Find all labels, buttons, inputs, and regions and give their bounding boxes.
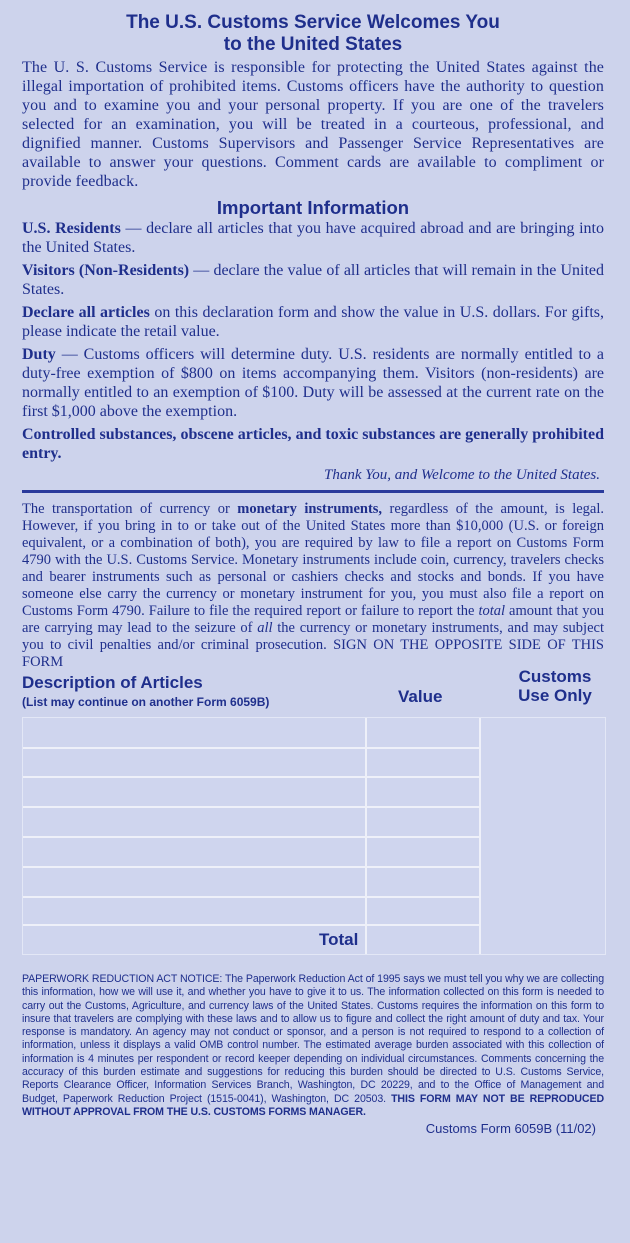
- currency-paragraph: [22, 501, 604, 671]
- currency-text-2: regardless of the amount, is legal. However, if you bring in to or take out of the United States more than $10,000 (U.S. or foreign equivalent, or a combination of both), you are required by law to file a report on Customs Form 4790 with the U.S. Customs Service. Monetary instruments include coin, currency, travelers checks and bearer instruments such as personal or cashiers checks and stocks and bonds. If you have someone else carry the currency or monetary instrument for you, you must also file a report on Customs Form 4790. Failure to file the required report or failure to report the: [22, 501, 604, 619]
- customs-header-line-2: Use Only: [518, 686, 592, 705]
- currency-italic-all: all: [257, 620, 273, 636]
- currency-text-3: amount that you are carrying may lead to the seizure of: [22, 603, 604, 636]
- list-note: (List may continue on another Form 6059B): [22, 695, 270, 709]
- paperwork-notice: [22, 973, 604, 1119]
- thank-you-line: Thank You, and Welcome to the United States.: [324, 467, 600, 483]
- duty-paragraph: [22, 345, 604, 421]
- duty-text: — Customs officers will determine duty. U.S. residents are normally entitled to a duty-free exemption of $800 on items accompanying them. Visitors (non-residents) are normally entitled to an exemption of $100. Duty will be assessed at the current rate on the first $1,000 above the exemption.: [22, 346, 604, 420]
- form-number: Customs Form 6059B (11/02): [425, 1121, 596, 1137]
- declare-paragraph: [22, 303, 604, 341]
- customs-header-line-1: Customs: [518, 667, 592, 686]
- notice-text: PAPERWORK REDUCTION ACT NOTICE: The Paperwork Reduction Act of 1995 says we must tell you why we are collecting this information, how we will use it, and whether you have to give it to us. The information collected on this form is needed to carry out the Customs, Agriculture, and currency laws of the United States. Customs requires the information on this form to insure that travelers are complying with these laws and to allow us to figure and collect the right amount of duty and tax. Your response is mandatory. An agency may not conduct or sponsor, and a person is not required to respond to a collection of information, unless it displays a valid OMB control number. The estimated average burden associated with this collection of information is 4 minutes per respondent or record keeper depending on individual circumstances. Comments concerning the accuracy of this burden estimate and suggestions for reducing this burden should be directed to U.S. Customs Service, Reports Clearance Officer, Information Services Branch, Washington, DC 20229, and to the Office of Management and Budget, Paperwork Reduction Project (1515-0041), Washington, DC 20503.: [22, 973, 604, 1105]
- page-title: [22, 12, 604, 56]
- table-row[interactable]: [23, 836, 479, 838]
- customs-use-header: [500, 667, 610, 705]
- controlled-text: Controlled substances, obscene articles, and toxic substances are generally prohibited entry.: [22, 426, 604, 462]
- important-heading: Important Information: [216, 197, 410, 218]
- value-column-divider: [365, 718, 367, 954]
- table-row[interactable]: [23, 776, 479, 778]
- articles-table-header: [22, 667, 604, 717]
- title-line-1: The U.S. Customs Service Welcomes You: [126, 12, 500, 33]
- notice-bold: THIS FORM MAY NOT BE REPRODUCED WITHOUT APPROVAL FROM THE U.S. CUSTOMS FORMS MANAGER.: [22, 1092, 604, 1118]
- articles-table: [22, 717, 606, 955]
- declare-label: Declare all articles: [22, 304, 150, 321]
- table-row[interactable]: [23, 806, 479, 808]
- intro-paragraph: The U. S. Customs Service is responsible for protecting the United States against the illegal importation of prohibited items. Customs officers have the authority to question you and to examine you and your personal property. If you are one of the travelers selected for an examination, you will be treated in a courteous, professional, and dignified manner. Customs Supervisors and Passenger Service Representatives are available to answer your questions. Comment cards are available to compliment or provide feedback.: [22, 59, 604, 190]
- value-header: Value: [398, 687, 443, 706]
- residents-paragraph: [22, 219, 604, 257]
- description-header: Description of Articles: [22, 673, 203, 692]
- customs-column-divider: [479, 718, 481, 954]
- currency-text-1: The transportation of currency or: [22, 501, 238, 517]
- table-row[interactable]: [23, 747, 479, 749]
- table-row[interactable]: [23, 866, 479, 868]
- table-row[interactable]: [23, 924, 479, 926]
- currency-italic-total: total: [478, 603, 506, 619]
- total-label: Total: [319, 930, 359, 949]
- visitors-text: — declare the value of all articles that will remain in the United States.: [22, 262, 605, 298]
- visitors-label: Visitors (Non-Residents): [22, 262, 190, 279]
- declare-text: on this declaration form and show the value in U.S. dollars. For gifts, please indicate the retail value.: [22, 304, 604, 340]
- title-line-2: to the United States: [223, 34, 403, 55]
- currency-text-4: the currency or monetary instruments, and may subject you to civil penalties and/or criminal prosecution. SIGN ON THE OPPOSITE SIDE OF THIS FORM: [22, 620, 604, 670]
- residents-label: U.S. Residents: [22, 220, 121, 237]
- section-divider: [22, 490, 604, 493]
- duty-label: Duty: [22, 346, 56, 363]
- controlled-paragraph: [22, 425, 604, 463]
- residents-text: — declare all articles that you have acquired abroad and are bringing into the United States.: [22, 220, 605, 256]
- table-row[interactable]: [23, 896, 479, 898]
- visitors-paragraph: [22, 261, 604, 299]
- currency-bold: monetary instruments,: [237, 501, 383, 517]
